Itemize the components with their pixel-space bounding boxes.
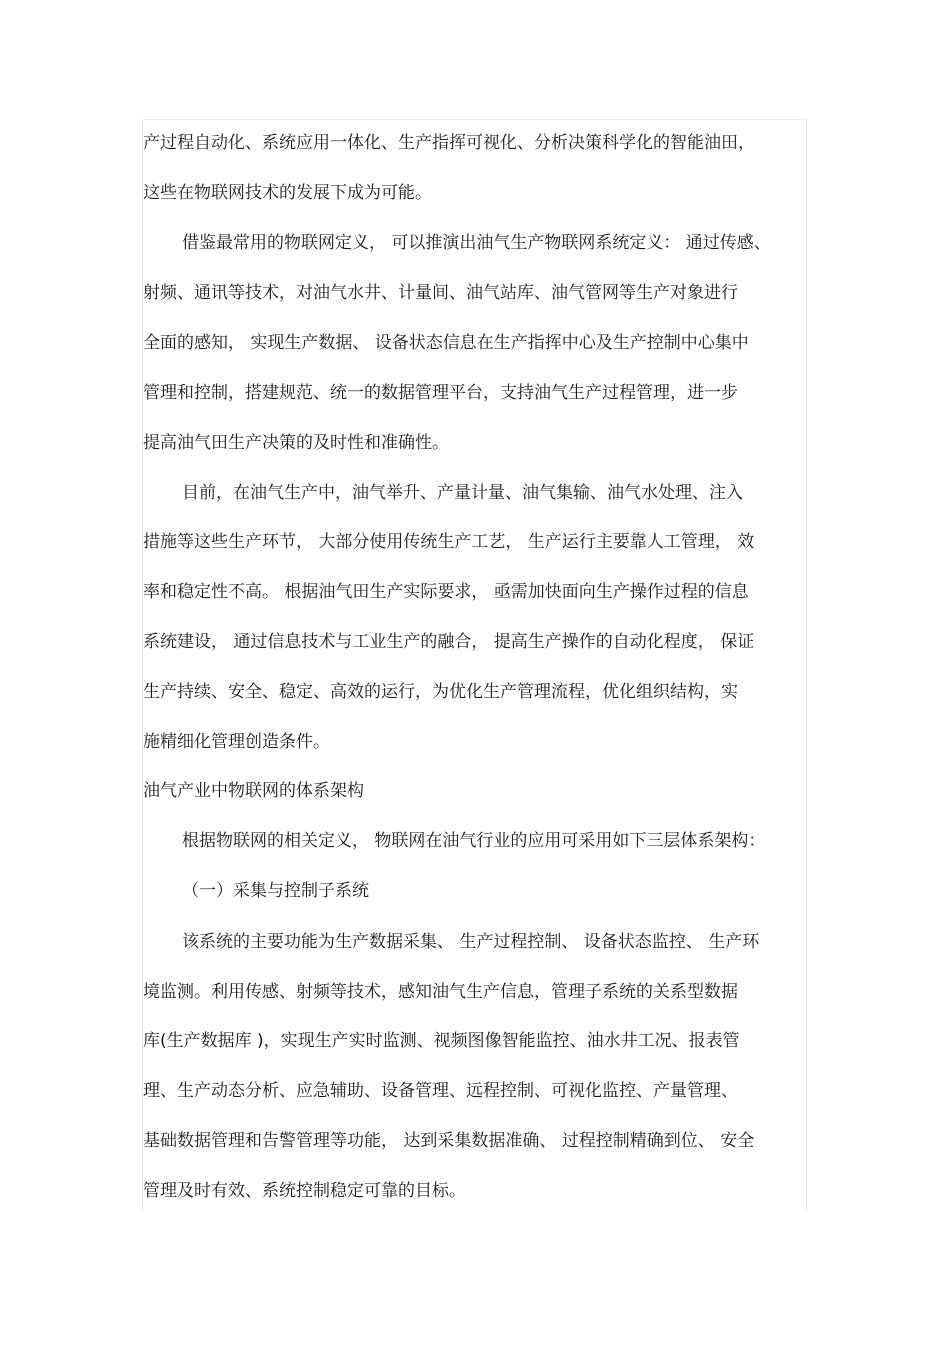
paragraph-line: 借鉴最常用的物联网定义， 可以推演出油气生产物联网系统定义： 通过传感、 — [182, 233, 771, 253]
paragraph-line: 率和稳定性不高。 根据油气田生产实际要求， 亟需加快面向生产操作过程的信息 — [143, 582, 749, 602]
paragraph-line: 施精细化管理创造条件。 — [143, 732, 330, 752]
paragraph-line: 生产持续、安全、稳定、高效的运行，为优化生产管理流程，优化组织结构，实 — [143, 682, 738, 702]
paragraph-line: 境监测。利用传感、射频等技术，感知油气生产信息，管理子系统的关系型数据 — [143, 982, 738, 1002]
paragraph-line: 该系统的主要功能为生产数据采集、 生产过程控制、 设备状态监控、 生产环 — [182, 932, 760, 952]
paragraph-line: 基础数据管理和告警管理等功能， 达到采集数据准确、 过程控制精确到位、 安全 — [143, 1131, 755, 1151]
paragraph-line: 系统建设， 通过信息技术与工业生产的融合， 提高生产操作的自动化程度， 保证 — [143, 632, 755, 652]
section-heading: 油气产业中物联网的体系架构 — [143, 781, 364, 801]
paragraph-line: 库(生产数据库 )，实现生产实时监测、视频图像智能监控、油水井工况、报表管 — [143, 1031, 740, 1051]
paragraph-line: 射频、通讯等技术，对油气水井、计量间、油气站库、油气管网等生产对象进行 — [143, 283, 738, 303]
paragraph-line: 产过程自动化、系统应用一体化、生产指挥可视化、分析决策科学化的智能油田， — [143, 133, 755, 153]
paragraph-line: 根据物联网的相关定义， 物联网在油气行业的应用可采用如下三层体系架构： — [182, 831, 766, 851]
paragraph-line: 措施等这些生产环节， 大部分使用传统生产工艺， 生产运行主要靠人工管理， 效 — [143, 532, 755, 552]
paragraph-line: 提高油气田生产决策的及时性和准确性。 — [143, 433, 449, 453]
paragraph-line: 这些在物联网技术的发展下成为可能。 — [143, 183, 432, 203]
paragraph-line: 全面的感知， 实现生产数据、 设备状态信息在生产指挥中心及生产控制中心集中 — [143, 333, 749, 353]
paragraph-line: 管理及时有效、系统控制稳定可靠的目标。 — [143, 1181, 466, 1201]
paragraph-line: 理、生产动态分析、应急辅助、设备管理、远程控制、可视化监控、产量管理、 — [143, 1081, 738, 1101]
subsection-heading: （一）采集与控制子系统 — [182, 881, 369, 901]
paragraph-line: 目前，在油气生产中，油气举升、产量计量、油气集输、油气水处理、注入 — [182, 483, 743, 503]
paragraph-line: 管理和控制，搭建规范、统一的数据管理平台，支持油气生产过程管理，进一步 — [143, 383, 738, 403]
